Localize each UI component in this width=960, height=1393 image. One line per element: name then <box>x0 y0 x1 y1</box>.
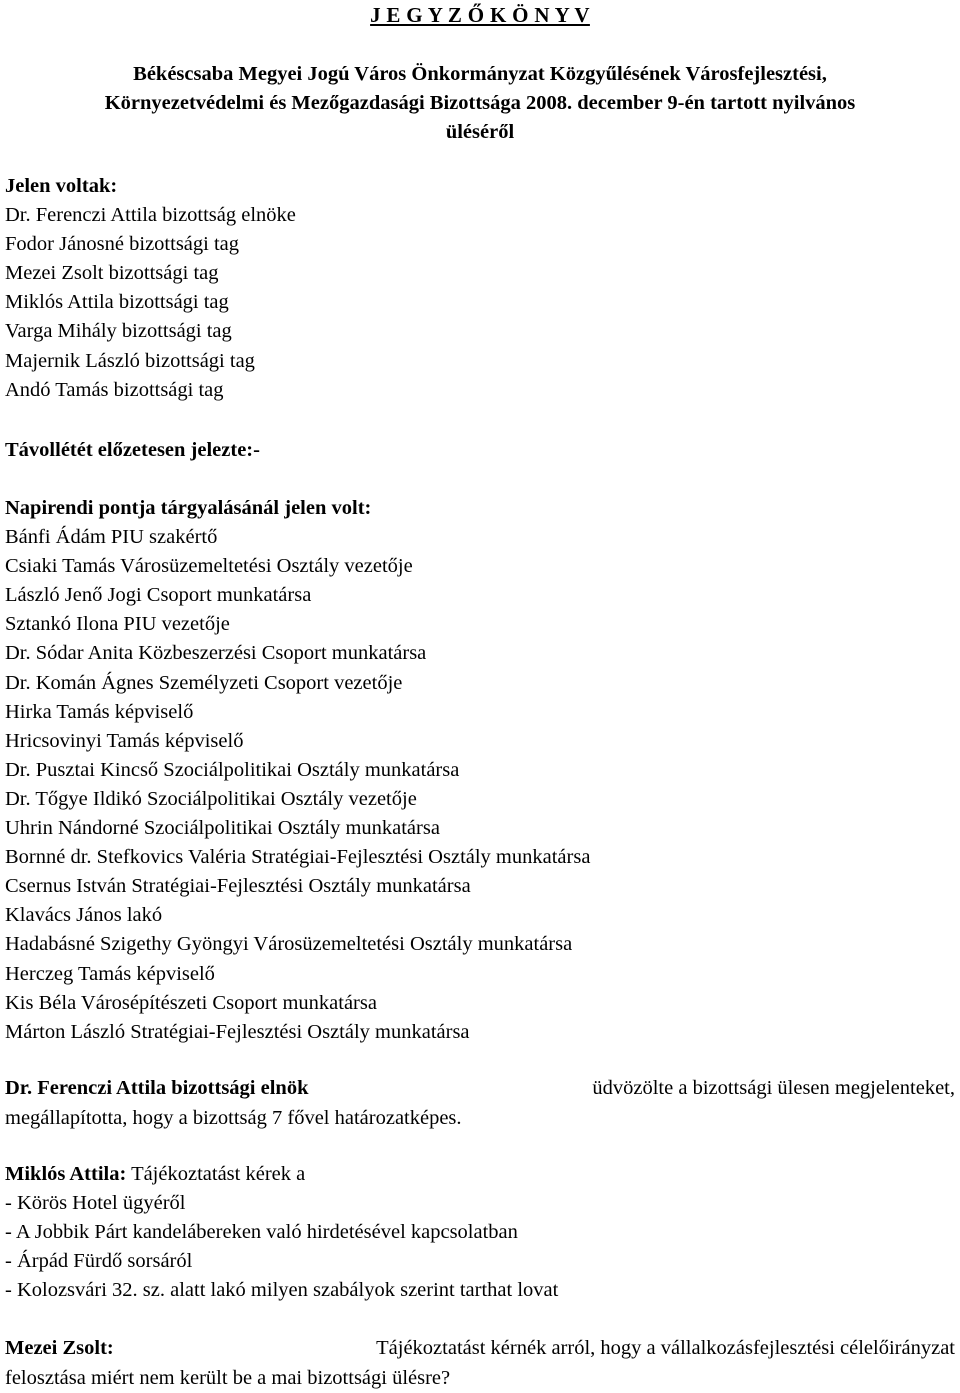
member-line: Majernik László bizottsági tag <box>5 349 255 372</box>
agenda-attendees-heading: Napirendi pontja tárgyalásánál jelen volt: <box>5 497 372 519</box>
request-item: - Kolozsvári 32. sz. alatt lakó milyen szabályok szerint tarthat lovat <box>5 1279 559 1302</box>
attendee-line: Kis Béla Városépítészeti Csoport munkatársa <box>5 991 377 1014</box>
attendee-line: Klavács János lakó <box>5 904 163 927</box>
request-item: - A Jobbik Párt kandelábereken való hirdetésével kapcsolatban <box>5 1221 518 1244</box>
attendee-line: Uhrin Nándorné Szociálpolitikai Osztály munkatársa <box>5 817 440 840</box>
member-line: Andó Tamás bizottsági tag <box>5 378 224 401</box>
attendee-line: Hadabásné Szigethy Gyöngyi Városüzemeltetési Osztály munkatársa <box>5 933 573 956</box>
request-item: - Árpád Fürdő sorsáról <box>5 1250 193 1273</box>
member-line: Fodor Jánosné bizottsági tag <box>5 233 240 256</box>
mezei-text-rest: Tájékoztatást kérnék arról, hogy a vállalkozásfejlesztési célelőirányzat <box>376 1337 955 1359</box>
miklos-request-line <box>5 1160 558 1189</box>
agenda-attendees-section <box>5 494 590 1047</box>
attendee-line: Bánfi Ádám PIU szakértő <box>5 526 218 549</box>
subtitle-line: Békéscsaba Megyei Jogú Város Önkormányzat Közgyűlésének Városfejlesztési, <box>133 63 827 85</box>
welcome-line-1 <box>5 1073 955 1103</box>
absent-section <box>5 436 260 465</box>
attendee-line: Sztankó Ilona PIU vezetője <box>5 613 230 636</box>
document-title: J E G Y Z Ő K Ö N Y V <box>370 3 590 27</box>
welcome-line-2: megállapította, hogy a bizottság 7 fővel határozatképes. <box>5 1107 462 1129</box>
mezei-line-1 <box>5 1333 955 1363</box>
mezei-line-2: felosztása miért nem került be a mai bizottsági ülésre? <box>5 1367 451 1389</box>
miklos-intro: Tájékoztatást kérek a <box>131 1163 306 1185</box>
welcome-speaker: Dr. Ferenczi Attila bizottsági elnök <box>5 1077 309 1099</box>
mezei-paragraph <box>5 1333 955 1393</box>
attendee-line: Márton László Stratégiai-Fejlesztési Osztály munkatársa <box>5 1020 470 1043</box>
document-subtitle <box>0 60 960 147</box>
member-line: Varga Mihály bizottsági tag <box>5 320 232 343</box>
attendee-line: Herczeg Tamás képviselő <box>5 962 215 985</box>
attendee-line: Bornné dr. Stefkovics Valéria Stratégiai-Fejlesztési Osztály munkatársa <box>5 846 591 869</box>
member-line: Dr. Ferenczi Attila bizottság elnöke <box>5 204 296 227</box>
member-line: Miklós Attila bizottsági tag <box>5 291 229 314</box>
mezei-speaker: Mezei Zsolt: <box>5 1337 114 1359</box>
welcome-text-rest: üdvözölte a bizottsági ülesen megjelenteket, <box>592 1077 955 1099</box>
miklos-section <box>5 1160 558 1305</box>
attendee-line: Dr. Sódar Anita Közbeszerzési Csoport munkatársa <box>5 642 427 665</box>
subtitle-line: Környezetvédelmi és Mezőgazdasági Bizottsága 2008. december 9-én tartott nyilvános <box>104 92 856 114</box>
subtitle-line: üléséről <box>445 121 515 143</box>
attendee-line: László Jenő Jogi Csoport munkatársa <box>5 584 312 607</box>
present-section <box>5 172 296 405</box>
absent-heading: Távollétét előzetesen jelezte:- <box>5 439 260 461</box>
attendee-line: Dr. Tőgye Ildikó Szociálpolitikai Osztály vezetője <box>5 787 417 810</box>
present-heading: Jelen voltak: <box>5 175 118 197</box>
attendee-line: Dr. Pusztai Kincső Szociálpolitikai Osztály munkatársa <box>5 758 460 781</box>
request-item: - Körös Hotel ügyéről <box>5 1192 186 1215</box>
attendee-line: Hricsovinyi Tamás képviselő <box>5 729 244 752</box>
attendee-line: Dr. Komán Ágnes Személyzeti Csoport vezetője <box>5 671 403 694</box>
miklos-speaker: Miklós Attila: <box>5 1163 127 1185</box>
welcome-paragraph <box>5 1073 955 1133</box>
attendee-line: Hirka Tamás képviselő <box>5 700 194 723</box>
member-line: Mezei Zsolt bizottsági tag <box>5 262 219 285</box>
attendee-line: Csernus István Stratégiai-Fejlesztési Osztály munkatársa <box>5 875 471 898</box>
attendee-line: Csiaki Tamás Városüzemeltetési Osztály vezetője <box>5 555 413 578</box>
